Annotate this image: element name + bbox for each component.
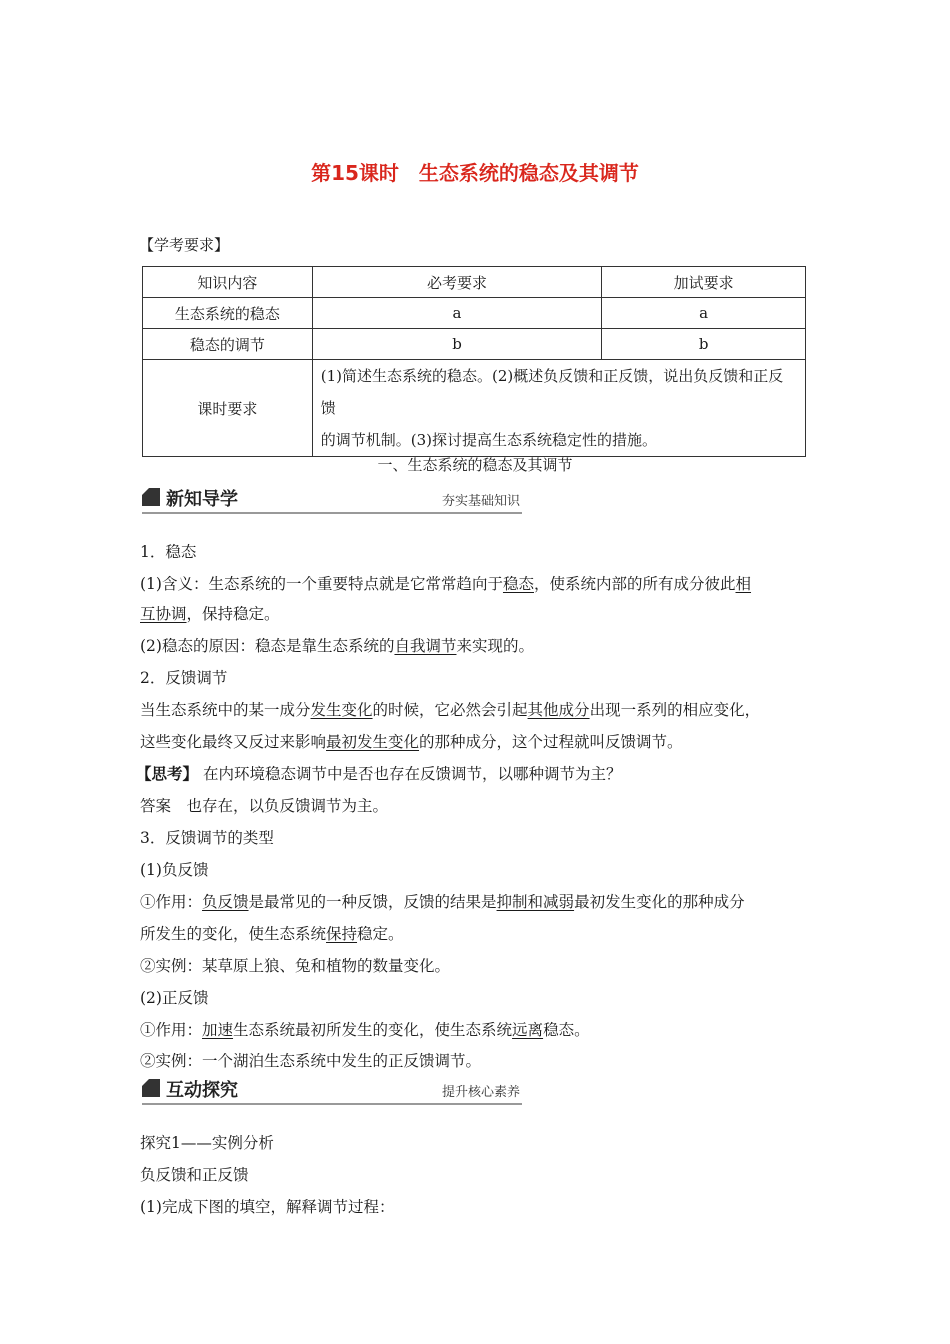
text-line	[140, 730, 683, 752]
key-term: 互协调	[140, 605, 187, 623]
exploration-title: 探究1——实例分析	[140, 1134, 274, 1152]
table-row	[143, 360, 806, 457]
key-term: 最初发生变化	[326, 733, 420, 751]
course-requirement-text	[312, 360, 805, 457]
think-text: 在内环境稳态调节中是否也存在反馈调节，以哪种调节为主？	[202, 765, 622, 783]
course-requirement-label	[143, 360, 313, 457]
text-line: ②实例：一个湖泊生态系统中发生的正反馈调节。	[140, 1052, 482, 1070]
table-header: 加试要求	[602, 267, 806, 298]
text-line	[140, 1018, 590, 1040]
course-line: (1)简述生态系统的稳态。(2)概述负反馈和正反馈，说出负反馈和正反馈	[320, 367, 784, 417]
text-span: ，使系统内部的所有成分彼此	[533, 575, 736, 593]
requirements-table	[142, 266, 806, 457]
key-term: 相	[735, 575, 752, 593]
table-cell: a	[602, 298, 806, 329]
text-line	[140, 572, 751, 594]
table-cell: a	[312, 298, 602, 329]
banner-divider	[142, 512, 522, 514]
heading-3: 3．反馈调节的类型	[140, 829, 274, 847]
text-line	[140, 922, 404, 944]
text-span: 稳定。	[357, 925, 404, 943]
table-row	[143, 329, 806, 360]
think-label: 【思考】	[136, 764, 199, 783]
table-header-row	[143, 267, 806, 298]
table-header: 知识内容	[143, 267, 313, 298]
key-term: 负反馈	[202, 893, 249, 911]
section-banner-new-knowledge	[142, 486, 522, 518]
table-row	[143, 298, 806, 329]
key-term: 抑制和减弱	[496, 893, 575, 911]
heading-1: 1．稳态	[140, 543, 197, 561]
text-line	[140, 634, 534, 656]
text-span: (2)稳态的原因：稳态是靠生态系统的	[140, 637, 395, 655]
text-span: (1)含义：生态系统的一个重要特点就是它常常趋向于	[140, 575, 503, 593]
course-line: 的调节机制。(3)探讨提高生态系统稳定性的措施。	[320, 431, 657, 449]
key-term: 发生变化	[310, 701, 373, 719]
table-header: 必考要求	[312, 267, 602, 298]
text-span: 当生态系统中的某一成分	[140, 701, 311, 719]
page-title: 第15课时 生态系统的稳态及其调节	[311, 161, 639, 185]
section-title: 一、生态系统的稳态及其调节	[377, 456, 573, 474]
think-question	[136, 762, 621, 784]
text-span: 出现一系列的相应变化，	[589, 701, 761, 719]
key-term: 其他成分	[527, 701, 590, 719]
text-span: 是最常见的一种反馈，反馈的结果是	[248, 893, 497, 911]
text-span: ，保持稳定。	[186, 605, 280, 623]
banner-title: 新知导学	[166, 489, 238, 510]
section-banner-interactive	[142, 1077, 522, 1109]
text-span: ①作用：	[140, 1021, 203, 1039]
key-term: 保持	[326, 925, 358, 943]
table-cell: b	[602, 329, 806, 360]
subheading-negative-feedback: (1)负反馈	[140, 861, 209, 879]
key-term: 远离	[512, 1021, 544, 1039]
text-line	[140, 890, 745, 912]
text-span: 的时候，它必然会引起	[372, 701, 528, 719]
course-label-text: 课时要求	[197, 399, 258, 418]
key-term: 自我调节	[394, 637, 457, 655]
text-span: 这些变化最终又反过来影响	[140, 733, 327, 751]
text-span: 最初发生变化的那种成分	[574, 893, 745, 911]
subheading-positive-feedback: (2)正反馈	[140, 989, 209, 1007]
banner-subtitle: 提升核心素养	[441, 1085, 520, 1100]
text-span: 的那种成分，这个过程就叫反馈调节。	[419, 733, 683, 751]
text-span: ①作用：	[140, 893, 203, 911]
text-span: 来实现的。	[456, 637, 534, 655]
text-span: 稳态。	[543, 1021, 590, 1039]
banner-square-icon	[142, 488, 160, 506]
text-line: (1)完成下图的填空，解释调节过程：	[140, 1198, 395, 1216]
text-span: 所发生的变化，使生态系统	[140, 925, 327, 943]
banner-square-icon	[142, 1079, 160, 1097]
banner-title: 互动探究	[166, 1080, 238, 1101]
text-line: ②实例：某草原上狼、兔和植物的数量变化。	[140, 957, 451, 975]
banner-subtitle: 夯实基础知识	[441, 494, 520, 509]
table-cell: b	[312, 329, 602, 360]
text-line	[140, 698, 760, 720]
table-cell: 生态系统的稳态	[143, 298, 313, 329]
key-term: 稳态	[502, 575, 534, 593]
answer-line: 答案 也存在，以负反馈调节为主。	[140, 797, 389, 815]
text-span: 生态系统最初所发生的变化，使生态系统	[233, 1021, 513, 1039]
heading-2: 2．反馈调节	[140, 669, 228, 687]
text-line: 负反馈和正反馈	[140, 1166, 249, 1184]
table-cell: 稳态的调节	[143, 329, 313, 360]
text-line	[140, 602, 280, 624]
banner-divider	[142, 1103, 522, 1105]
key-term: 加速	[202, 1021, 234, 1039]
requirements-label: 【学考要求】	[139, 236, 230, 254]
